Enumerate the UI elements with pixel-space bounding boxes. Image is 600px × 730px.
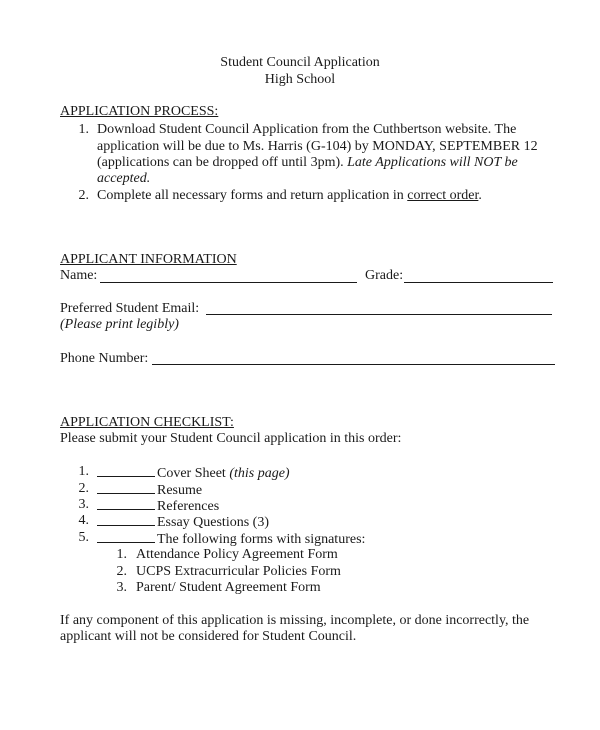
- footer-text: applicant will not be considered for Student Council.: [60, 629, 357, 644]
- checklist-number: 1.: [78, 464, 89, 479]
- page-title: Student Council Application: [220, 55, 380, 70]
- name-field[interactable]: [100, 282, 357, 283]
- subitem-text: Attendance Policy Agreement Form: [136, 547, 338, 562]
- email-label: Preferred Student Email:: [60, 301, 200, 316]
- grade-field[interactable]: [404, 282, 553, 283]
- process-item-text: Download Student Council Application from the Cuthbertson website. The: [97, 122, 517, 137]
- email-field[interactable]: [206, 314, 552, 315]
- phone-label: Phone Number:: [60, 351, 149, 366]
- process-item-text: accepted.: [97, 171, 151, 186]
- subitem-text: UCPS Extracurricular Policies Form: [136, 564, 341, 579]
- correct-order-text: correct order: [407, 188, 479, 203]
- subitem-text: Parent/ Student Agreement Form: [136, 580, 321, 595]
- checklist-item: Resume: [97, 481, 202, 499]
- process-item-number: 1.: [78, 122, 89, 137]
- email-note: (Please print legibly): [60, 317, 179, 332]
- footer-text: If any component of this application is missing, incomplete, or done incorrectly, the: [60, 613, 530, 628]
- page-subtitle: High School: [264, 72, 336, 87]
- checklist-item: Cover Sheet (this page): [97, 464, 290, 482]
- process-heading: APPLICATION PROCESS:: [60, 104, 219, 119]
- subitem-number: 1.: [116, 547, 127, 562]
- checklist-intro: Please submit your Student Council application in this order:: [60, 431, 402, 446]
- applicant-heading: APPLICANT INFORMATION: [60, 252, 237, 267]
- name-label: Name:: [60, 268, 98, 283]
- checklist-blank[interactable]: [97, 481, 155, 494]
- late-warning: Late Applications will NOT be: [347, 155, 518, 170]
- checklist-number: 3.: [78, 497, 89, 512]
- process-item-number: 2.: [78, 188, 89, 203]
- grade-label: Grade:: [365, 268, 404, 283]
- checklist-number: 5.: [78, 530, 89, 545]
- checklist-item: The following forms with signatures:: [97, 530, 365, 548]
- phone-field[interactable]: [152, 364, 555, 365]
- subitem-number: 2.: [116, 564, 127, 579]
- process-item-text: application will be due to Ms. Harris (G-104) by MONDAY, SEPTEMBER 12: [97, 139, 538, 154]
- checklist-item: References: [97, 497, 219, 515]
- process-item-text: (applications can be dropped off until 3pm). Late Applications will NOT be: [97, 155, 518, 170]
- process-item-text: Complete all necessary forms and return application in correct order.: [97, 188, 482, 203]
- checklist-blank[interactable]: [97, 497, 155, 510]
- checklist-blank[interactable]: [97, 464, 155, 477]
- subitem-number: 3.: [116, 580, 127, 595]
- checklist-number: 2.: [78, 481, 89, 496]
- checklist-blank[interactable]: [97, 530, 155, 543]
- checklist-heading: APPLICATION CHECKLIST:: [60, 415, 234, 430]
- checklist-item: Essay Questions (3): [97, 513, 269, 531]
- checklist-blank[interactable]: [97, 513, 155, 526]
- checklist-number: 4.: [78, 513, 89, 528]
